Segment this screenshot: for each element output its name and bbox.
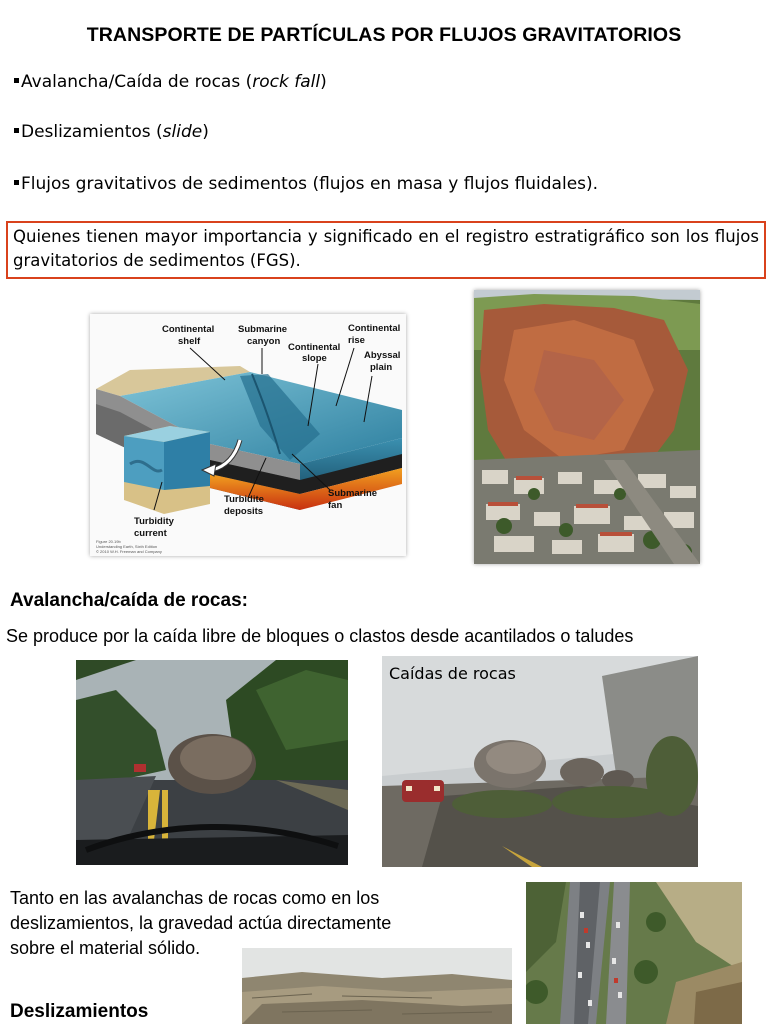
- gravity-paragraph: Tanto en las avalanchas de rocas como en los deslizamientos, la gravedad actúa directamente sobre el material sólido.: [10, 888, 392, 958]
- landslide-photo: [474, 290, 700, 564]
- figure-credit: Figure 20.19b Understanding Earth, Sixth Edition © 2010 W.H. Freeman and Company: [96, 539, 162, 554]
- heading-deslizamientos: Deslizamientos: [10, 1001, 149, 1022]
- continental-margin-diagram: [90, 314, 406, 556]
- label-continental-rise: Continental rise: [348, 323, 401, 346]
- heading-avalancha: Avalancha/caída de rocas:: [10, 590, 248, 611]
- bullet-square-icon: [14, 128, 19, 133]
- label-turbidite-deposits: Turbidite deposits: [224, 494, 264, 517]
- bullet-square-icon: [14, 180, 19, 185]
- highlight-box: Quienes tienen mayor importancia y significado en el registro estratigráfico son los flujos gravitatorios de sedimentos (FGS).: [6, 221, 766, 279]
- rockfall-road-photo: [76, 660, 348, 865]
- bullet-rock-fall: Avalancha/Caída de rocas (rock fall): [14, 72, 327, 92]
- bullet-slide: Deslizamientos (slide): [14, 122, 209, 142]
- highway-landslide-photo: [526, 882, 742, 1024]
- bullet-gravity-flows: Flujos gravitativos de sedimentos (flujos en masa y flujos fluidales).: [14, 174, 598, 194]
- rockfall-fog-photo: [382, 656, 698, 867]
- label-turbidity-current: Turbidity current: [134, 516, 174, 539]
- avalancha-description: Se produce por la caída libre de bloques o clastos desde acantilados o taludes: [6, 626, 634, 646]
- label-continental-slope: Continental slope: [288, 342, 341, 364]
- page-title: TRANSPORTE DE PARTÍCULAS POR FLUJOS GRAVITATORIOS: [86, 24, 682, 46]
- bullet-square-icon: [14, 78, 19, 83]
- rockfall-caption: Caídas de rocas: [389, 664, 516, 683]
- label-submarine-fan: Submarine fan: [328, 488, 378, 511]
- label-submarine-canyon: Submarine canyon: [238, 324, 288, 347]
- label-abyssal-plain: Abyssal plain: [364, 350, 401, 373]
- label-continental-shelf: Continental shelf: [162, 324, 215, 347]
- slide-photo: [242, 948, 512, 1024]
